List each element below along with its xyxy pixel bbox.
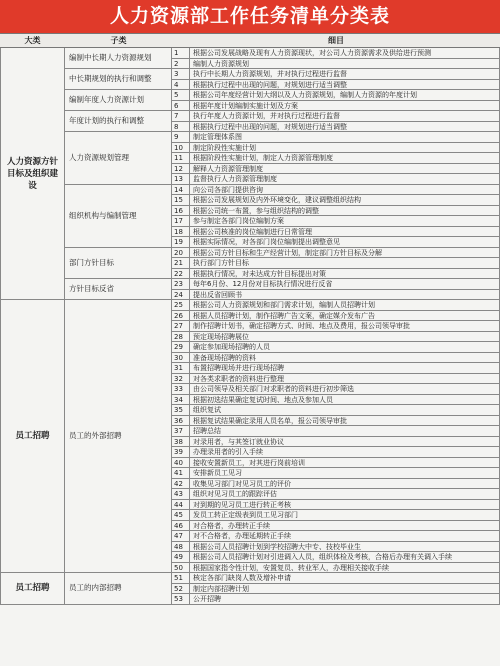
item-detail: 接收安置新员工，对其进行岗前培训 (190, 458, 500, 469)
item-number: 29 (172, 342, 190, 353)
item-detail: 安排新员工见习 (190, 468, 500, 479)
item-number: 4 (172, 80, 190, 91)
item-number: 16 (172, 206, 190, 217)
item-detail: 根据实际情况，对各部门岗位编制提出调整意见 (190, 237, 500, 248)
item-number: 2 (172, 59, 190, 70)
item-detail: 招聘总结 (190, 426, 500, 437)
item-detail: 核定各部门缺岗人数及增补申请 (190, 573, 500, 584)
item-detail: 确定参加现场招聘的人员 (190, 342, 500, 353)
item-number: 53 (172, 594, 190, 605)
item-detail: 根据执行过程中出现的问题，对规划进行适当调整 (190, 80, 500, 91)
item-detail: 公开招聘 (190, 594, 500, 605)
item-number: 51 (172, 573, 190, 584)
item-number: 48 (172, 542, 190, 553)
item-number: 36 (172, 416, 190, 427)
subcategory-cell: 员工的外部招聘 (65, 300, 172, 573)
item-detail: 根据公司发展战略及现有人力资源现状，对公司人力资源需求及供给进行预测 (190, 48, 500, 59)
item-detail: 对合格者，办理转正手续 (190, 521, 500, 532)
task-table (0, 48, 500, 666)
item-detail: 预定现场招聘展位 (190, 332, 500, 343)
item-detail: 根据公司发展规划及内外环境变化，建议调整组织结构 (190, 195, 500, 206)
item-number: 31 (172, 363, 190, 374)
item-number: 13 (172, 174, 190, 185)
item-detail: 对到期的见习员工进行转正考核 (190, 500, 500, 511)
item-number: 20 (172, 248, 190, 259)
item-detail: 收集见习部门对见习员工的评价 (190, 479, 500, 490)
table-header (0, 33, 500, 48)
item-detail: 根据公司人员招聘计划到学校招聘大中专、技校毕业生 (190, 542, 500, 553)
item-number: 33 (172, 384, 190, 395)
subcategory-cell: 人力资源规划管理 (65, 132, 172, 185)
item-number: 27 (172, 321, 190, 332)
item-number: 28 (172, 332, 190, 343)
item-number: 11 (172, 153, 190, 164)
item-detail: 组织复试 (190, 405, 500, 416)
item-detail: 执行中长期人力资源规划，并对执行过程进行监督 (190, 69, 500, 80)
item-detail: 根据国家指令性计划，安置复员、转业军人，办理相关接收手续 (190, 563, 500, 574)
item-detail: 组织对见习员工的跟踪评估 (190, 489, 500, 500)
item-detail: 办理录用者的引入手续 (190, 447, 500, 458)
item-number: 50 (172, 563, 190, 574)
item-number: 37 (172, 426, 190, 437)
item-number: 19 (172, 237, 190, 248)
header-subcategory: 子类 (110, 36, 127, 45)
item-detail: 对不合格者，办理延期转正手续 (190, 531, 500, 542)
item-number: 26 (172, 311, 190, 322)
item-number: 45 (172, 510, 190, 521)
item-number: 25 (172, 300, 190, 311)
item-detail: 向公司各部门提供咨询 (190, 185, 500, 196)
item-number: 22 (172, 269, 190, 280)
item-number: 30 (172, 353, 190, 364)
item-detail: 准备现场招聘的资料 (190, 353, 500, 364)
item-number: 5 (172, 90, 190, 101)
item-detail: 每年6月份、12月份对目标执行情况进行反省 (190, 279, 500, 290)
page-title: 人力资源部工作任务清单分类表 (0, 0, 500, 33)
item-number: 39 (172, 447, 190, 458)
item-number: 43 (172, 489, 190, 500)
item-number: 42 (172, 479, 190, 490)
subcategory-cell: 中长期规划的执行和调整 (65, 69, 172, 90)
item-detail: 制定内部招聘计划 (190, 584, 500, 595)
category-cell: 员工招聘 (0, 300, 65, 573)
item-number: 18 (172, 227, 190, 238)
category-cell: 人力资源方针目标及组织建设 (0, 48, 65, 300)
item-detail: 提出反省回顾书 (190, 290, 500, 301)
item-number: 32 (172, 374, 190, 385)
item-detail: 编制人力资源规划 (190, 59, 500, 70)
item-detail: 由公司领导及相关部门对求职者的资料进行初步筛选 (190, 384, 500, 395)
item-detail: 制定管理体系图 (190, 132, 500, 143)
item-number: 8 (172, 122, 190, 133)
subcategory-cell: 年度计划的执行和调整 (65, 111, 172, 132)
item-detail: 根据阶段性实施计划，制定人力资源管理制度 (190, 153, 500, 164)
item-detail: 解释人力资源管理制度 (190, 164, 500, 175)
subcategory-cell: 部门方针目标 (65, 248, 172, 280)
item-number: 23 (172, 279, 190, 290)
item-detail: 对录用者，与其签订就业协议 (190, 437, 500, 448)
subcategory-cell: 方针目标反省 (65, 279, 172, 300)
item-detail: 执行部门方针目标 (190, 258, 500, 269)
header-detail: 细目 (328, 36, 344, 45)
item-number: 9 (172, 132, 190, 143)
item-detail: 根据公司方针目标和生产经营计划，制定部门方针目标及分解 (190, 248, 500, 259)
subcategory-cell: 组织机构与编制管理 (65, 185, 172, 248)
item-number: 17 (172, 216, 190, 227)
item-number: 14 (172, 185, 190, 196)
item-number: 21 (172, 258, 190, 269)
category-cell: 员工招聘 (0, 573, 65, 605)
item-detail: 根据人员招聘计划，制作招聘广告文案，确定媒介发布广告 (190, 311, 500, 322)
item-detail: 制作招聘计划书，确定招聘方式、时间、地点及费用，报公司领导审批 (190, 321, 500, 332)
item-number: 12 (172, 164, 190, 175)
item-detail: 根据公司人力资源规划和部门需求计划，编制人员招聘计划 (190, 300, 500, 311)
item-detail: 根据初选结果确定复试时间、地点及参加人员 (190, 395, 500, 406)
item-number: 35 (172, 405, 190, 416)
item-number: 1 (172, 48, 190, 59)
item-number: 3 (172, 69, 190, 80)
item-number: 46 (172, 521, 190, 532)
item-number: 6 (172, 101, 190, 112)
item-detail: 根据公司核准的岗位编制进行日常管理 (190, 227, 500, 238)
subcategory-cell: 员工的内部招聘 (65, 573, 172, 605)
item-detail: 根据年度计划编制实施计划及方案 (190, 101, 500, 112)
item-number: 44 (172, 500, 190, 511)
item-number: 34 (172, 395, 190, 406)
item-number: 7 (172, 111, 190, 122)
item-number: 10 (172, 143, 190, 154)
item-detail: 执行年度人力资源计划，并对执行过程进行监督 (190, 111, 500, 122)
item-number: 41 (172, 468, 190, 479)
item-number: 49 (172, 552, 190, 563)
item-number: 15 (172, 195, 190, 206)
item-number: 52 (172, 584, 190, 595)
item-number: 40 (172, 458, 190, 469)
item-detail: 发员工转正定级表到员工见习部门 (190, 510, 500, 521)
subcategory-cell: 编制中长期人力资源规划 (65, 48, 172, 69)
item-detail: 根据公司人员招聘计划对引进调入人员，组织体检及考核，合格后办理有关调入手续 (190, 552, 500, 563)
item-detail: 根据执行过程中出现的问题，对规划进行适当调整 (190, 122, 500, 133)
item-detail: 对各类求职者的资料进行整理 (190, 374, 500, 385)
item-detail: 监督执行人力资源管理制度 (190, 174, 500, 185)
item-detail: 参与制定各部门岗位编制方案 (190, 216, 500, 227)
item-number: 24 (172, 290, 190, 301)
subcategory-cell: 编制年度人力资源计划 (65, 90, 172, 111)
item-number: 47 (172, 531, 190, 542)
item-detail: 根据执行情况，对未达成方针目标提出对策 (190, 269, 500, 280)
item-number: 38 (172, 437, 190, 448)
item-detail: 制定阶段性实施计划 (190, 143, 500, 154)
item-detail: 布置招聘现场并进行现场招聘 (190, 363, 500, 374)
item-detail: 根据公司年度经营计划大纲以及人力资源规划，编制人力资源的年度计划 (190, 90, 500, 101)
header-category: 大类 (24, 36, 41, 45)
item-detail: 根据复试结果确定录用人员名单，报公司领导审批 (190, 416, 500, 427)
item-detail: 根据公司统一布置，参与组织结构的调整 (190, 206, 500, 217)
